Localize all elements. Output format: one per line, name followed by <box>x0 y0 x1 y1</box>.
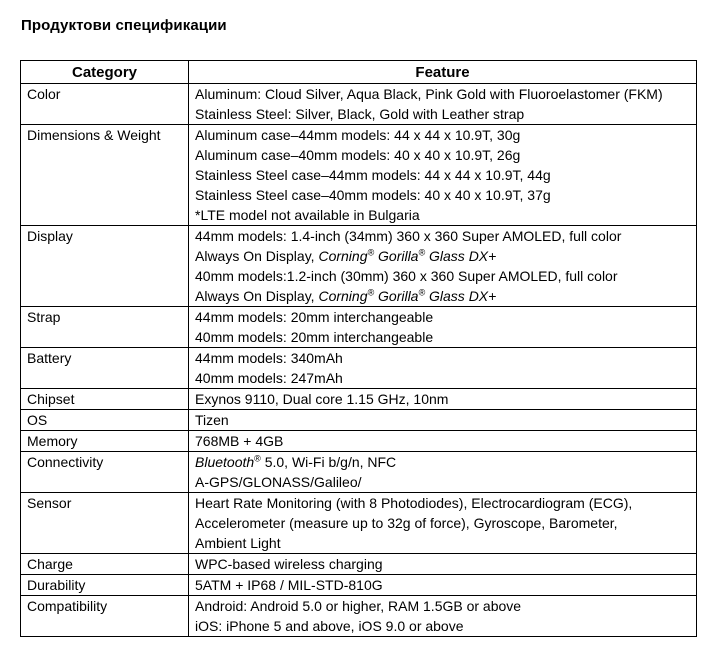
feature-line: WPC-based wireless charging <box>195 556 383 572</box>
table-row <box>21 307 697 348</box>
brand-text <box>318 248 496 264</box>
feature-line: 768MB + 4GB <box>195 433 284 449</box>
row-category: Charge <box>21 554 189 575</box>
row-feature <box>189 554 697 575</box>
feature-text: Always On Display, <box>195 248 315 264</box>
feature-line: Aluminum: Cloud Silver, Aqua Black, Pink Gold with Fluoroelastomer (FKM) <box>195 86 663 102</box>
row-category: Dimensions & Weight <box>21 125 189 226</box>
brand-text <box>318 288 496 304</box>
row-feature <box>189 596 697 637</box>
table-row <box>21 575 697 596</box>
table-row <box>21 348 697 389</box>
feature-line: Heart Rate Monitoring (with 8 Photodiodes), Electrocardiogram (ECG), <box>195 495 633 511</box>
feature-line: Exynos 9110, Dual core 1.15 GHz, 10nm <box>195 391 449 407</box>
header-feature: Feature <box>189 61 697 84</box>
feature-text: Always On Display, <box>195 288 315 304</box>
feature-line: Ambient Light <box>195 535 281 551</box>
row-category: Durability <box>21 575 189 596</box>
feature-line: Stainless Steel case–44mm models: 44 x 44 x 10.9T, 44g <box>195 167 551 183</box>
brand-gorilla: Gorilla <box>378 288 419 304</box>
feature-line: Accelerometer (measure up to 32g of force), Gyroscope, Barometer, <box>195 515 618 531</box>
reg-mark: ® <box>367 247 375 258</box>
feature-line: Android: Android 5.0 or higher, RAM 1.5GB or above <box>195 598 522 614</box>
table-row <box>21 452 697 493</box>
feature-line: *LTE model not available in Bulgaria <box>195 207 420 223</box>
row-category: Chipset <box>21 389 189 410</box>
reg-mark: ® <box>254 453 261 464</box>
row-feature <box>189 348 697 389</box>
table-row <box>21 389 697 410</box>
table-header-row <box>21 61 697 84</box>
row-category: Strap <box>21 307 189 348</box>
feature-line: 44mm models: 340mAh <box>195 350 343 366</box>
table-row <box>21 554 697 575</box>
row-category: OS <box>21 410 189 431</box>
feature-line: iOS: iPhone 5 and above, iOS 9.0 or above <box>195 618 464 634</box>
row-feature <box>189 389 697 410</box>
row-feature <box>189 452 697 493</box>
row-feature <box>189 575 697 596</box>
feature-line: 44mm models: 20mm interchangeable <box>195 309 434 325</box>
reg-mark: ® <box>418 247 426 258</box>
brand-corning: Corning <box>318 288 368 304</box>
table-row <box>21 596 697 637</box>
feature-text: 5.0, Wi-Fi b/g/n, NFC <box>264 454 397 470</box>
row-category: Sensor <box>21 493 189 554</box>
row-category: Color <box>21 84 189 125</box>
feature-line: Stainless Steel case–40mm models: 40 x 40 x 10.9T, 37g <box>195 187 551 203</box>
row-category: Battery <box>21 348 189 389</box>
feature-line: 5ATM + IP68 / MIL-STD-810G <box>195 577 383 593</box>
row-category: Memory <box>21 431 189 452</box>
feature-line: 44mm models: 1.4-inch (34mm) 360 x 360 Super AMOLED, full color <box>195 228 622 244</box>
brand-gorilla: Gorilla <box>378 248 419 264</box>
brand-glass: Glass DX+ <box>429 288 497 304</box>
table-row <box>21 84 697 125</box>
row-category: Compatibility <box>21 596 189 637</box>
feature-line: 40mm models: 247mAh <box>195 370 343 386</box>
row-feature <box>189 410 697 431</box>
feature-line: Tizen <box>195 412 229 428</box>
row-feature <box>189 307 697 348</box>
feature-line <box>195 286 690 306</box>
feature-line: Stainless Steel: Silver, Black, Gold with Leather strap <box>195 106 525 122</box>
brand-corning: Corning <box>318 248 368 264</box>
row-category: Connectivity <box>21 452 189 493</box>
row-feature <box>189 431 697 452</box>
brand-glass: Glass DX+ <box>429 248 497 264</box>
reg-mark: ® <box>418 287 426 298</box>
row-feature <box>189 226 697 307</box>
feature-line <box>195 452 690 472</box>
row-feature <box>189 84 697 125</box>
feature-line <box>195 246 690 266</box>
table-row <box>21 125 697 226</box>
reg-mark: ® <box>367 287 375 298</box>
row-category: Display <box>21 226 189 307</box>
row-feature <box>189 493 697 554</box>
spec-table <box>20 60 697 637</box>
table-row <box>21 226 697 307</box>
row-feature <box>189 125 697 226</box>
feature-line: 40mm models:1.2-inch (30mm) 360 x 360 Super AMOLED, full color <box>195 268 618 284</box>
feature-line: A-GPS/GLONASS/Galileo/ <box>195 474 362 490</box>
table-row <box>21 493 697 554</box>
document-title: Продуктови спецификации <box>21 17 227 34</box>
feature-line: 40mm models: 20mm interchangeable <box>195 329 434 345</box>
feature-line: Aluminum case–40mm models: 40 x 40 x 10.9T, 26g <box>195 147 521 163</box>
feature-line: Aluminum case–44mm models: 44 x 44 x 10.9T, 30g <box>195 127 521 143</box>
header-category: Category <box>21 61 189 84</box>
table-row <box>21 410 697 431</box>
brand-bluetooth: Bluetooth <box>195 454 255 470</box>
table-row <box>21 431 697 452</box>
